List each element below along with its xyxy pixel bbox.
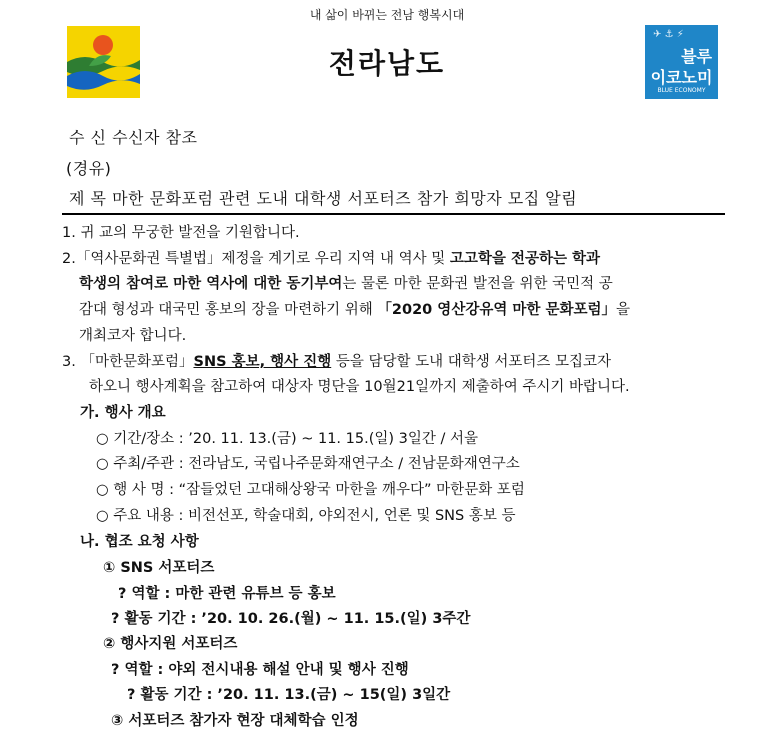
subject-divider [62, 213, 725, 215]
item-2-text-2: 는 물론 마한 문화권 발전을 위한 국민적 공 [342, 276, 613, 292]
item-3-emphasis: SNS 홍보, 행사 진행 [193, 354, 332, 370]
org-title: 전라남도 [328, 47, 446, 80]
logo-text-line3: BLUE ECONOMY [657, 87, 706, 94]
overview-row: ○ 기간/장소 : ’20. 11. 13.(금) ~ 11. 15.(일) 3일간 / 서울 [96, 431, 478, 447]
item-2-line2 [79, 272, 613, 293]
item-2-emphasis-2: 학생의 참여로 마한 역사에 대한 동기부여 [79, 276, 343, 292]
recipient-line: 수 신 수신자 참조 [69, 128, 198, 147]
overview-row: ○ 주요 내용 : 비전선포, 학술대회, 야외전시, 언론 및 SNS 홍보 등 [96, 508, 516, 524]
overview-title: 가. 행사 개요 [80, 405, 166, 421]
event-period: ? 활동 기간 : ’20. 11. 13.(금) ~ 15(일) 3일간 [127, 687, 451, 703]
item-2-text-4: 을 [615, 302, 630, 318]
item-3-line1 [62, 350, 611, 371]
item-2-line4: 개최코자 합니다. [79, 328, 187, 344]
sns-role: ? 역할 : 마한 관련 유튜브 등 홍보 [118, 586, 336, 602]
item-2-text: 2.「역사문화권 특별법」제정을 계기로 우리 지역 내 역사 및 [62, 251, 450, 267]
slogan: 내 삶이 바뀌는 전남 행복시대 [309, 8, 465, 22]
item-2-line1 [62, 247, 600, 268]
item-3-line2: 하오니 행사계획을 참고하여 대상자 명단을 10월21일까지 제출하여 주시기 바랍니다. [89, 379, 630, 395]
blue-economy-logo [645, 25, 718, 99]
logo-text-line2: 이코노미 [650, 68, 713, 87]
event-role: ? 역할 : 야외 전시내용 해설 안내 및 행사 진행 [111, 662, 409, 678]
cooperation-title: 나. 협조 요청 사항 [80, 534, 199, 550]
subject-line: 제 목 마한 문화포럼 관련 도내 대학생 서포터즈 참가 희망자 모집 알림 [69, 189, 578, 208]
economy-icons: ✈ ⚓ ⚡ [653, 29, 684, 40]
credit-recognition: ③ 서포터즈 참가자 현장 대체학습 인정 [111, 713, 359, 729]
item-3-text-2: 등을 담당할 도내 대학생 서포터즈 모집코자 [331, 354, 611, 370]
forum-name: 「2020 영산강유역 마한 문화포럼」 [377, 302, 616, 318]
item-2-line3 [79, 298, 630, 319]
overview-row: ○ 행 사 명 : “잠들었던 고대해상왕국 마한을 깨우다” 마한문화 포럼 [96, 482, 525, 498]
overview-row: ○ 주최/주관 : 전라남도, 국립나주문화재연구소 / 전남문화재연구소 [96, 456, 520, 472]
event-supporters-title: ② 행사지원 서포터즈 [103, 636, 238, 652]
sns-supporters-title: ① SNS 서포터즈 [103, 560, 215, 576]
via-line: (경유) [66, 159, 112, 178]
logo-text-line1: 블루 [681, 47, 712, 66]
item-1: 1. 귀 교의 무궁한 발전을 기원합니다. [62, 225, 300, 241]
item-3-text: 3. 「마한문화포럼」 [62, 354, 194, 370]
item-2-text-3: 감대 형성과 대국민 홍보의 장을 마련하기 위해 [79, 302, 378, 318]
item-2-emphasis: 고고학을 전공하는 학과 [449, 251, 601, 267]
sns-period: ? 활동 기간 : ’20. 10. 26.(월) ~ 11. 15.(일) 3주간 [111, 611, 471, 627]
